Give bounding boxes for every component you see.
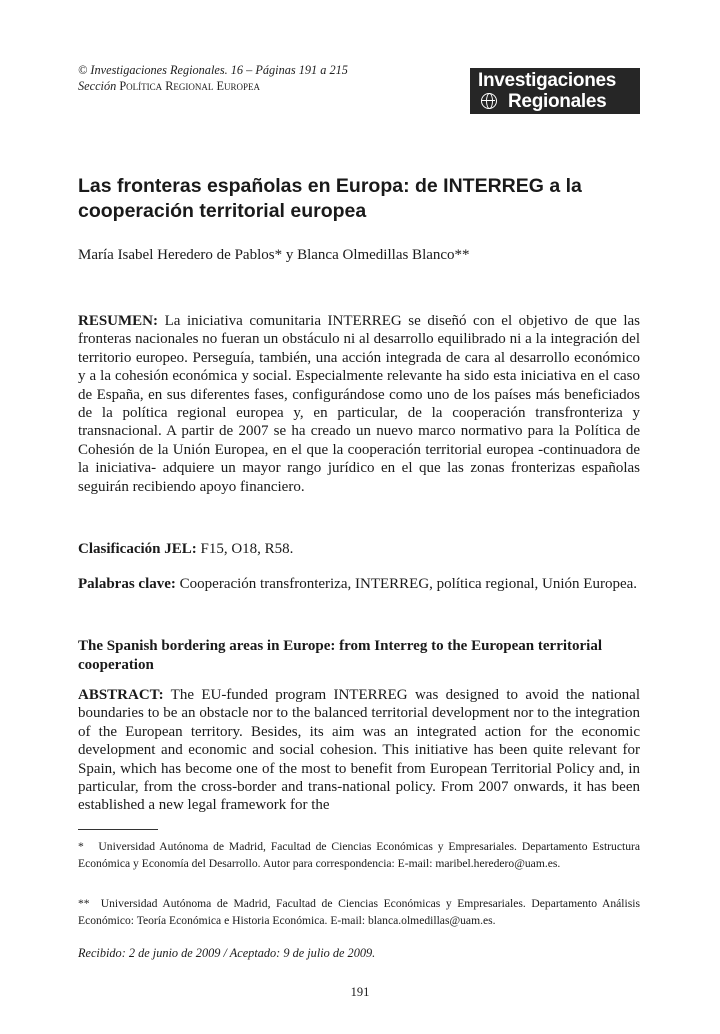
journal-citation: © Investigaciones Regionales. 16 – Páginas 191 a 215 — [78, 63, 348, 77]
abstract-label: ABSTRACT: — [78, 687, 164, 703]
article-authors: María Isabel Heredero de Pablos* y Blanca Olmedillas Blanco** — [78, 247, 470, 263]
journal-logo — [470, 68, 640, 114]
footnote-text: Universidad Autónoma de Madrid, Facultad de Ciencias Económicas y Empresariales. Departamento Estructura Económica y Economía del Desarrollo. Autor para correspondencia: E-mail: maribel.heredero@uam.es. — [78, 840, 640, 870]
footnote-1 — [78, 839, 640, 872]
page-number: 191 — [350, 985, 370, 999]
footnote-2 — [78, 896, 640, 929]
section-label: Sección — [78, 79, 117, 93]
abstract-paragraph — [78, 686, 640, 815]
resumen-paragraph — [78, 312, 640, 496]
jel-label: Clasificación JEL: — [78, 541, 197, 557]
section-name: Política Regional Europea — [119, 79, 261, 93]
abstract-text: The EU-funded program INTERREG was designed to avoid the national boundaries to be an obstacle nor to the balanced territorial development nor to the integration of the European territory. Besides, its aim was an integrated action for the economic development and economic and social cohesion. This initiative has been quite relevant for Spain, which has become one of the most to benefit from European Territorial Policy and, in particular, from the cross-border and trans-national policy. From 2007 onwards, it has been established a new legal framework for the — [78, 687, 640, 814]
jel-text: F15, O18, R58. — [200, 541, 294, 557]
footnote-text: Universidad Autónoma de Madrid, Facultad de Ciencias Económicas y Empresariales. Departamento Análisis Económico: Teoría Económica e Historia Económica. E-mail: blanca.olmedillas@uam.es. — [78, 897, 640, 927]
footnote-marker: ** — [78, 897, 90, 910]
journal-info — [78, 62, 348, 94]
logo-line-2: Regionales — [508, 91, 607, 112]
keywords — [78, 575, 640, 593]
keywords-text: Cooperación transfronteriza, INTERREG, política regional, Unión Europea. — [179, 576, 638, 592]
logo-line-1: Investigaciones — [478, 70, 617, 91]
footnote-marker: * — [78, 840, 84, 853]
footnote-divider — [78, 829, 158, 830]
keywords-label: Palabras clave: — [78, 576, 176, 592]
globe-icon — [481, 93, 497, 109]
jel-classification — [78, 540, 640, 558]
journal-section — [78, 78, 348, 94]
article-title: Las fronteras españolas en Europa: de INTERREG a la cooperación territorial europea — [78, 175, 582, 222]
resumen-label: RESUMEN: — [78, 313, 159, 329]
resumen-text: La iniciativa comunitaria INTERREG se diseñó con el objetivo de que las fronteras nacionales no fueran un obstáculo ni al desarrollo equilibrado ni a la integración del territorio europeo. Perseguía, también, una acción integrada de cara al desarrollo económico y a la cohesión económica y social. Especialmente relevante ha sido esta iniciativa en el caso de España, en sus diferentes fases, configurándose como uno de los países más beneficiados de la política regional europea y, en particular, de la cooperación transfronteriza y transnacional. A partir de 2007 se ha creado un nuevo marco normativo para la Política de Cohesión de la Unión Europea, en el que la cooperación territorial europea -continuadora de la iniciativa- adquiere un mayor rango jurídico en el que las zonas fronterizas españolas seguirán recibiendo apoyo financiero. — [78, 313, 641, 495]
english-title: The Spanish bordering areas in Europe: from Interreg to the European territorial cooperation — [78, 638, 603, 673]
received-dates: Recibido: 2 de junio de 2009 / Aceptado: 9 de julio de 2009. — [78, 946, 376, 960]
